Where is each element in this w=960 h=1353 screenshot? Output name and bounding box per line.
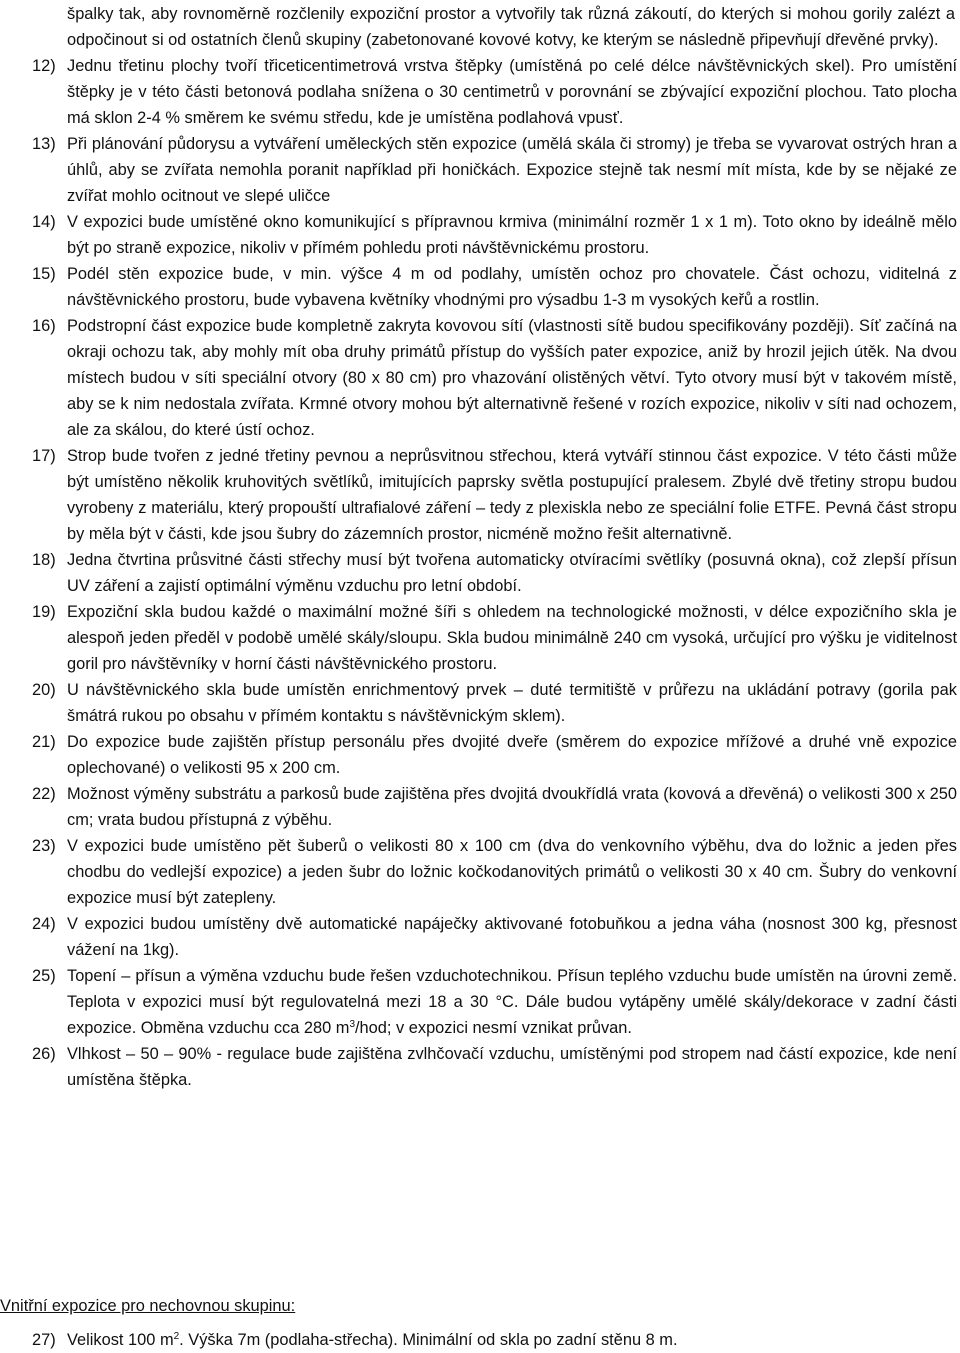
item-text: Jedna čtvrtina průsvitné části střechy musí být tvořena automaticky otvíracími světlíky (posuvná okna), což zlepší přísun UV záření a zajistí optimální výměnu vzduchu pro letní období.: [67, 551, 957, 595]
item-number: 27): [32, 1331, 56, 1349]
item-number: 13): [32, 135, 56, 153]
item-number: 17): [32, 447, 56, 465]
list-item: [32, 833, 957, 911]
requirements-list: [32, 53, 957, 1093]
item-text: Jednu třetinu plochy tvoří třiceticentimetrová vrstva štěpky (umístěná po celé délce návštěvnických skel). Pro umístění štěpky je v této části betonová podlaha snížena o 30 centimetrů v porovnání se zbývající expoziční plochou. Tato plocha má sklon 2-4 % směrem ke svému středu, kde je umístěna podlahová vpusť.: [67, 57, 957, 127]
item-number: 26): [32, 1045, 56, 1063]
list-item: [32, 547, 957, 599]
item-text: Expoziční skla budou každé o maximální možné šíři s ohledem na technologické možnosti, v délce expozičního skla je alespoň jeden předěl v podobě umělé skály/sloupu. Skla budou minimálně 240 cm vysoká, určující pro výšku je viditelnost goril pro návštěvníky v horní části návštěvnického prostoru.: [67, 603, 957, 673]
list-item: [32, 781, 957, 833]
item-number: 21): [32, 733, 56, 751]
item-number: 24): [32, 915, 56, 933]
list-item: [32, 313, 957, 443]
item-number: 20): [32, 681, 56, 699]
item-text: Možnost výměny substrátu a parkosů bude zajištěna přes dvojitá dvoukřídlá vrata (kovová a dřevěná) o velikosti 300 x 250 cm; vrata budou přístupná z výběhu.: [67, 785, 957, 829]
item-number: 22): [32, 785, 56, 803]
item-text: V expozici bude umístěno pět šuberů o velikosti 80 x 100 cm (dva do venkovního výběhu, dva do ložnic a jeden přes chodbu do vedlejší expozice) a jeden šubr do ložnic kočkodanovitých primátů o velikosti 30 x 40 cm. Šubry do venkovní expozice musí být zatepleny.: [67, 837, 957, 907]
list-item: [32, 911, 957, 963]
item-number: 15): [32, 265, 56, 283]
list-item: [32, 209, 957, 261]
list-item: [32, 443, 957, 547]
item-number: 19): [32, 603, 56, 621]
list-item: [32, 1328, 678, 1352]
item-text: Podél stěn expozice bude, v min. výšce 4 m od podlahy, umístěn ochoz pro chovatele. Část ochozu, viditelná z návštěvnického prostoru, bude vybavena květníky vhodnými pro výsadbu 1-3 m vysokých keřů a rostlin.: [67, 265, 957, 309]
item-number: 25): [32, 967, 56, 985]
item-text: Podstropní část expozice bude kompletně zakryta kovovou sítí (vlastnosti sítě budou specifikovány později). Síť začíná na okraji ochozu tak, aby mohly mít oba druhy primátů přístup do vyšších pater expozice, aniž by hrozil jejich útěk. Na dvou místech budou v síti speciální otvory (80 x 80 cm) pro vhazování olistěných větví. Tyto otvory musí být v takovém místě, aby se k nim nedostala zvířata. Krmné otvory mohou být alternativně řešené v rozích expozice, nikoliv v síti nad ochozem, ale za skálou, do které ústí ochoz.: [67, 317, 957, 439]
superscript: 2: [173, 1331, 180, 1342]
list-item: [32, 963, 957, 1041]
item-number: 12): [32, 57, 56, 75]
list-item: [32, 677, 957, 729]
item-number: 23): [32, 837, 56, 855]
item-text: Velikost 100 m: [67, 1331, 174, 1349]
continuation-paragraph: špalky tak, aby rovnoměrně rozčlenily expoziční prostor a vytvořily tak různá zákoutí, do kterých si mohou gorily zalézt a odpočinout si od ostatních členů skupiny (zabetonované kovové kotvy, ke kterým se následně připevňují dřevěné prvky).: [67, 5, 955, 49]
item-text: V expozici budou umístěny dvě automatické napáječky aktivované fotobuňkou a jedna váha (nosnost 300 kg, přesnost vážení na 1kg).: [67, 915, 957, 959]
item-number: 14): [32, 213, 56, 231]
item-text: Topení – přísun a výměna vzduchu bude řešen vzduchotechnikou. Přísun teplého vzduchu bude umístěn na úrovni země. Teplota v expozici musí být regulovatelná mezi 18 a 30 °C. Dále budou vytápěny umělé skály/dekorace v zadní části expozice. Obměna vzduchu cca 280 m: [67, 967, 957, 1037]
item-text: Vlhkost – 50 – 90% - regulace bude zajištěna zvlhčovačí vzduchu, umístěnými pod stropem nad částí expozice, kde není umístěna štěpka.: [67, 1045, 957, 1089]
superscript: 3: [349, 1019, 355, 1030]
item-number: 18): [32, 551, 56, 569]
item-number: 16): [32, 317, 56, 335]
item-text: U návštěvnického skla bude umístěn enrichmentový prvek – duté termitiště v průřezu na ukládání potravy (gorila pak šmátrá rukou po obsahu v přímém kontaktu s návštěvnickým sklem).: [67, 681, 957, 725]
list-item: [32, 729, 957, 781]
item-text-continued: /hod; v expozici nesmí vznikat průvan.: [355, 1019, 632, 1037]
section-heading: Vnitřní expozice pro nechovnou skupinu:: [0, 1297, 296, 1315]
item-text: Při plánování půdorysu a vytváření uměleckých stěn expozice (umělá skála či stromy) je třeba se vyvarovat ostrých hran a úhlů, aby se zvířata nemohla poranit například při honičkách. Expozice stejně tak nesmí mít místa, kde by se nějaké ze zvířat mohlo ocitnout ve slepé uličce: [67, 135, 957, 205]
list-item: [32, 1041, 957, 1093]
item-text-continued: . Výška 7m (podlaha-střecha). Minimální od skla po zadní stěnu 8 m.: [179, 1331, 678, 1349]
item-text: Strop bude tvořen z jedné třetiny pevnou a neprůsvitnou střechou, která vytváří stinnou část expozice. V této části může být umístěno několik kruhovitých světlíků, imitujících paprsky světla postupující pralesem. Zbylé dvě třetiny stropu budou vyrobeny z materiálu, který propouští ultrafialové záření – tedy z plexiskla nebo ze speciální folie ETFE. Pevná část stropu by měla být v části, kde jsou šubry do zázemních prostor, nicméně možno řešit alternativně.: [67, 447, 957, 543]
list-item: [32, 599, 957, 677]
list-item: [32, 53, 957, 131]
item-text: V expozici bude umístěné okno komunikující s přípravnou krmiva (minimální rozměr 1 x 1 m). Toto okno by ideálně mělo být po straně expozice, nikoliv v přímém pohledu proti návštěvnickému prostoru.: [67, 213, 957, 257]
item-text: Do expozice bude zajištěn přístup personálu přes dvojité dveře (směrem do expozice mřížové a druhé vně expozice oplechované) o velikosti 95 x 200 cm.: [67, 733, 957, 777]
list-item: [32, 131, 957, 209]
list-item: [32, 261, 957, 313]
